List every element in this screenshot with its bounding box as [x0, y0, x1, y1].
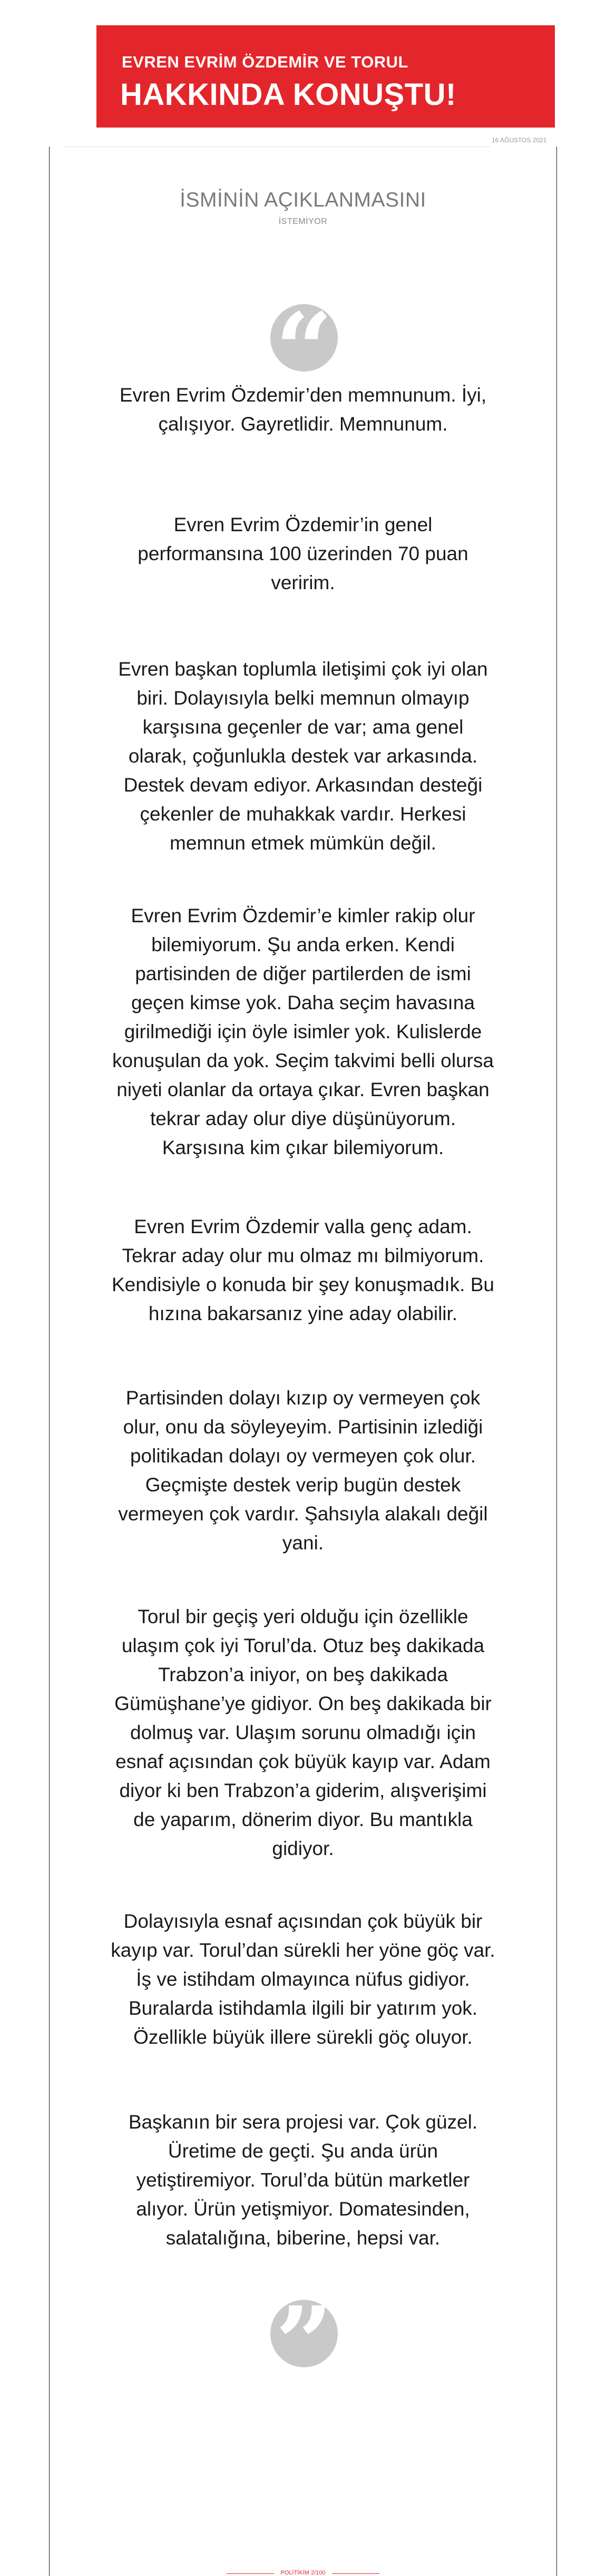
- open-quote-icon: [270, 291, 338, 408]
- headline-title: HAKKINDA KONUŞTU!: [120, 77, 456, 112]
- footer-brand: POLİTİKİM 2/100: [280, 2570, 326, 2576]
- footer-divider-left: [227, 2573, 274, 2574]
- close-quote-icon: [270, 2285, 338, 2402]
- headline-banner: [96, 25, 555, 128]
- source-name: İSMİNİN AÇIKLANMASINI: [180, 189, 426, 211]
- frame-left-border: [49, 147, 50, 2576]
- quote-paragraph-6: Partisinden dolayı kızıp oy vermeyen çok olur, onu da söyleyeyim. Partisinin izlediği politikadan dolayı oy vermeyen çok olur. Geçmişte destek verip bugün destek vermeyen çok vardır. Şahsıyla alakalı değil yani.: [118, 1387, 488, 1554]
- source-role: İSTEMİYOR: [278, 217, 328, 226]
- quote-paragraph-3: Evren başkan toplumla iletişimi çok iyi olan biri. Dolayısıyla belki memnun olmayıp karşısına geçenler de var; ama genel olarak, çoğunlukla destek var arkasında. Destek devam ediyor. Arkasından desteği çekenler de muhakkak vardır. Herkesi memnun etmek mümkün değil.: [118, 658, 488, 854]
- quote-paragraph-1: Evren Evrim Özdemir’den memnunum. İyi, çalışıyor. Gayretlidir. Memnunum.: [119, 384, 487, 435]
- quote-paragraph-5: Evren Evrim Özdemir valla genç adam. Tekrar aday olur mu olmaz mı bilmiyorum. Kendisiyle o konuda bir şey konuşmadık. Bu hızına bakarsanız yine aday olabilir.: [111, 1216, 495, 1324]
- publish-date: 16 AĞUSTOS 2021: [492, 136, 547, 144]
- quote-paragraph-9: Başkanın bir sera projesi var. Çok güzel. Üretime de geçti. Şu anda ürün yetiştiremiyor. Torul’da bütün marketler alıyor. Ürün yetişmiyor. Domatesinden, salatalığına, biberine, hepsi var.: [128, 2111, 478, 2249]
- close-quote-glyph: ”: [275, 2285, 333, 2402]
- quote-paragraph-2: Evren Evrim Özdemir’in genel performansına 100 üzerinden 70 puan veririm.: [138, 514, 468, 593]
- footer-divider-right: [332, 2573, 379, 2574]
- quote-paragraph-4: Evren Evrim Özdemir’e kimler rakip olur bilemiyorum. Şu anda erken. Kendi partisinden de diğer partilerden de ismi geçen kimse yok. Daha seçim havasına girilmediği için öyle isimler yok. Kulislerde konuşulan da yok. Seçim takvimi belli olursa niyeti olanlar da ortaya çıkar. Evren başkan tekrar aday olur diye düşünüyorum. Karşısına kim çıkar bilemiyorum.: [112, 905, 494, 1158]
- headline-supertitle: EVREN EVRİM ÖZDEMİR VE TORUL: [122, 53, 408, 71]
- quote-paragraph-8: Dolayısıyla esnaf açısından çok büyük bir kayıp var. Torul’dan sürekli her yöne göç var. İş ve istihdam olmayınca nüfus gidiyor. Buralarda istihdamla ilgili bir yatırım yok. Özellikle büyük illere sürekli göç oluyor.: [111, 1910, 495, 2048]
- open-quote-glyph: “: [275, 291, 333, 408]
- frame-right-border: [556, 147, 557, 2576]
- quote-paragraph-7: Torul bir geçiş yeri olduğu için özellikle ulaşım çok iyi Torul’da. Otuz beş dakikada Trabzon’a iniyor, on beş dakikada Gümüşhane’ye gidiyor. On beş dakikada bir dolmuş var. Ulaşım sorunu olmadığı için esnaf açısından çok büyük kayıp var. Adam diyor ki ben Trabzon’a giderim, alışverişimi de yaparım, dönerim diyor. Bu mantıkla gidiyor.: [114, 1606, 492, 1859]
